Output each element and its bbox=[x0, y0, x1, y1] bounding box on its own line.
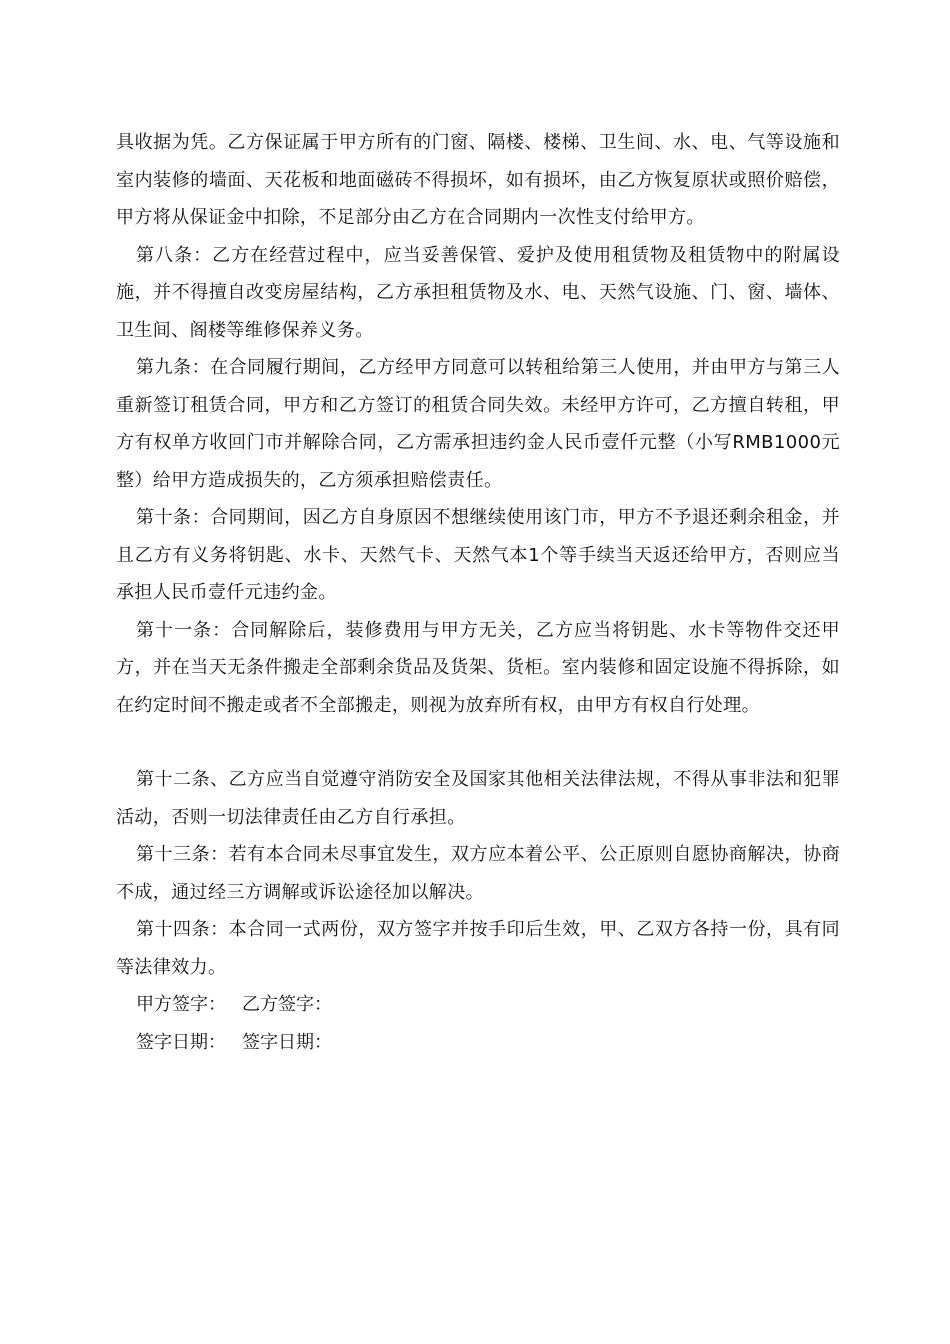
party-a-date-label: 签字日期： bbox=[136, 1031, 226, 1053]
signature-date-row bbox=[116, 1024, 840, 1062]
paragraph-article-12: 第十二条、乙方应当自觉遵守消防安全及国家其他相关法律法规，不得从事非法和犯罪活动，否则一切法律责任由乙方自行承担。 bbox=[116, 769, 840, 828]
signature-row bbox=[116, 986, 840, 1024]
paragraph-article-8: 第八条：乙方在经营过程中，应当妥善保管、爱护及使用租赁物及租赁物中的附属设施，并不得擅自改变房屋结构，乙方承担租赁物及水、电、天然气设施、门、窗、墙体、卫生间、阁楼等维修保养义务。 bbox=[116, 244, 840, 341]
contract-page bbox=[116, 124, 840, 1061]
paragraph-deposit-clause: 具收据为凭。乙方保证属于甲方所有的门窗、隔楼、楼梯、卫生间、水、电、气等设施和室内装修的墙面、天花板和地面磁砖不得损坏，如有损坏，由乙方恢复原状或照价赔偿，甲方将从保证金中扣除，不足部分由乙方在合同期内一次性支付给甲方。 bbox=[116, 132, 840, 228]
paragraph-article-14: 第十四条：本合同一式两份，双方签字并按手印后生效，甲、乙双方各持一份，具有同等法律效力。 bbox=[116, 919, 840, 978]
paragraph-article-10: 第十条：合同期间，因乙方自身原因不想继续使用该门市，甲方不予退还剩余租金，并且乙方有义务将钥匙、水卡、天然气卡、天然气本1个等手续当天返还给甲方，否则应当承担人民币壹仟元违约金。 bbox=[116, 507, 840, 603]
paragraph-spacer bbox=[116, 724, 840, 761]
paragraph-article-9: 第九条：在合同履行期间，乙方经甲方同意可以转租给第三人使用，并由甲方与第三人重新签订租赁合同，甲方和乙方签订的租赁合同失效。未经甲方许可，乙方擅自转租，甲方有权单方收回门市并解除合同，乙方需承担违约金人民币壹仟元整（小写RMB1000元整）给甲方造成损失的，乙方须承担赔偿责任。 bbox=[116, 357, 840, 491]
paragraph-article-13: 第十三条：若有本合同未尽事宜发生，双方应本着公平、公正原则自愿协商解决，协商不成，通过经三方调解或诉讼途径加以解决。 bbox=[116, 844, 840, 903]
party-a-signature-label: 甲方签字： bbox=[136, 994, 226, 1015]
party-b-date-label: 签字日期： bbox=[242, 1031, 332, 1053]
party-b-signature-label: 乙方签字： bbox=[242, 994, 332, 1015]
paragraph-article-11: 第十一条：合同解除后，装修费用与甲方无关，乙方应当将钥匙、水卡等物件交还甲方，并在当天无条件搬走全部剩余货品及货架、货柜。室内装修和固定设施不得拆除，如在约定时间不搬走或者不全部搬走，则视为放弃所有权，由甲方有权自行处理。 bbox=[116, 619, 840, 716]
